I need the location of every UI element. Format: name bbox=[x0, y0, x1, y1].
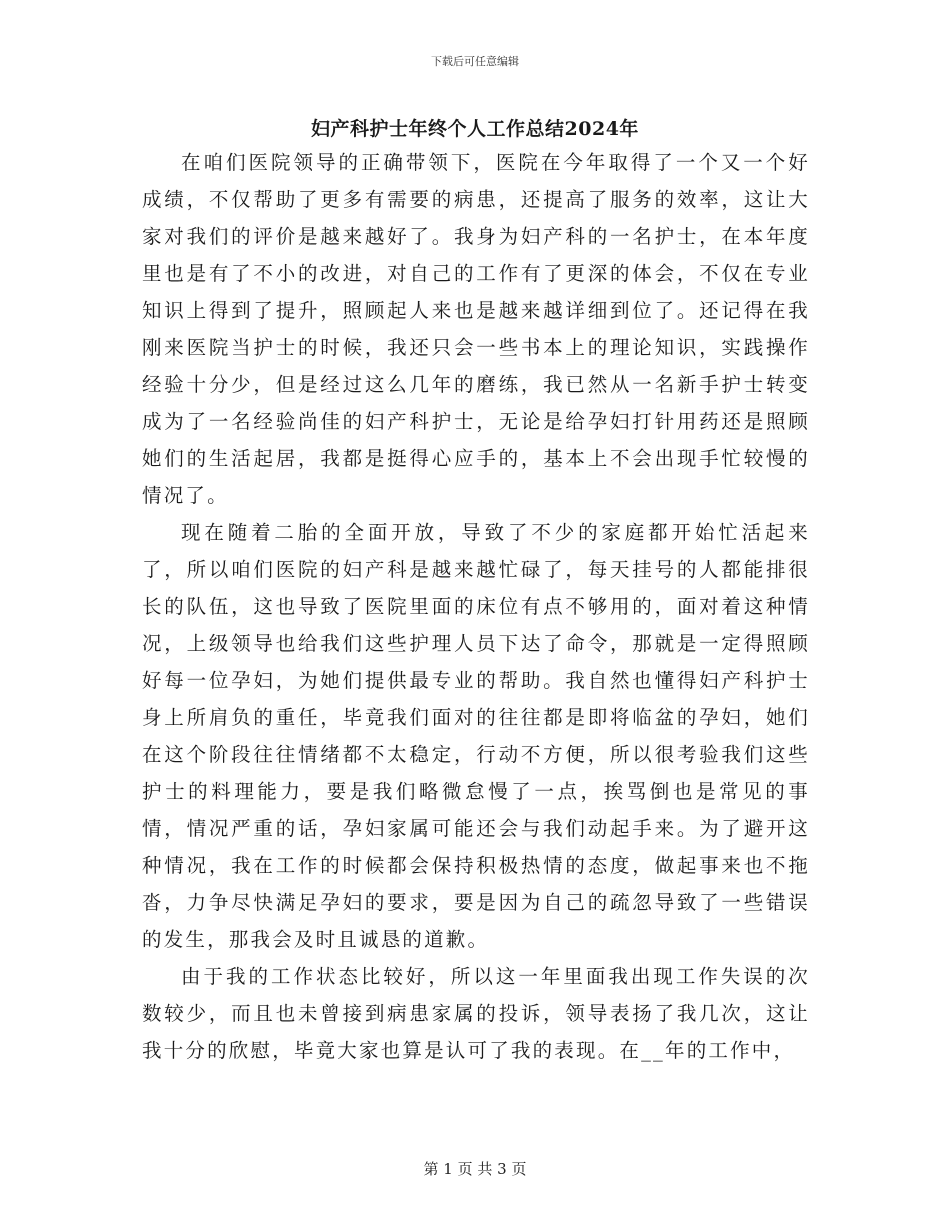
paragraph-1: 在咱们医院领导的正确带领下，医院在今年取得了一个又一个好成绩，不仅帮助了更多有需要的病患，还提高了服务的效率，这让大家对我们的评价是越来越好了。我身为妇产科的一名护士，在本年度里也是有了不小的改进，对自己的工作有了更深的体会，不仅在专业知识上得到了提升，照顾起人来也是越来越详细到位了。还记得在我刚来医院当护士的时候，我还只会一些书本上的理论知识，实践操作经验十分少，但是经过这么几年的磨练，我已然从一名新手护士转变成为了一名经验尚佳的妇产科护士，无论是给孕妇打针用药还是照顾她们的生活起居，我都是挺得心应手的，基本上不会出现手忙较慢的情况了。 bbox=[142, 151, 810, 507]
document-title: 妇产科护士年终个人工作总结2024年 bbox=[311, 118, 639, 140]
header-note: 下载后可任意编辑 bbox=[431, 55, 519, 68]
paragraph-2: 现在随着二胎的全面开放，导致了不少的家庭都开始忙活起来了，所以咱们医院的妇产科是越来越忙碌了，每天挂号的人都能排很长的队伍，这也导致了医院里面的床位有点不够用的，面对着这种情况，上级领导也给我们这些护理人员下达了命令，那就是一定得照顾好每一位孕妇，为她们提供最专业的帮助。我自然也懂得妇产科护士身上所肩负的重任，毕竟我们面对的往往都是即将临盆的孕妇，她们在这个阶段往往情绪都不太稳定，行动不方便，所以很考验我们这些护士的料理能力，要是我们略微怠慢了一点，挨骂倒也是常见的事情，情况严重的话，孕妇家属可能还会与我们动起手来。为了避开这种情况，我在工作的时候都会保持积极热情的态度，做起事来也不拖沓，力争尽快满足孕妇的要求，要是因为自己的疏忽导致了一些错误的发生，那我会及时且诚恳的道歉。 bbox=[142, 521, 810, 951]
page-footer: 第 1 页 共 3 页 bbox=[423, 1160, 527, 1178]
document-body bbox=[142, 144, 810, 1069]
paragraph-3: 由于我的工作状态比较好，所以这一年里面我出现工作失误的次数较少，而且也未曾接到病患家属的投诉，领导表扬了我几次，这让我十分的欣慰，毕竟大家也算是认可了我的表现。在__年的工作中， bbox=[142, 965, 810, 1062]
